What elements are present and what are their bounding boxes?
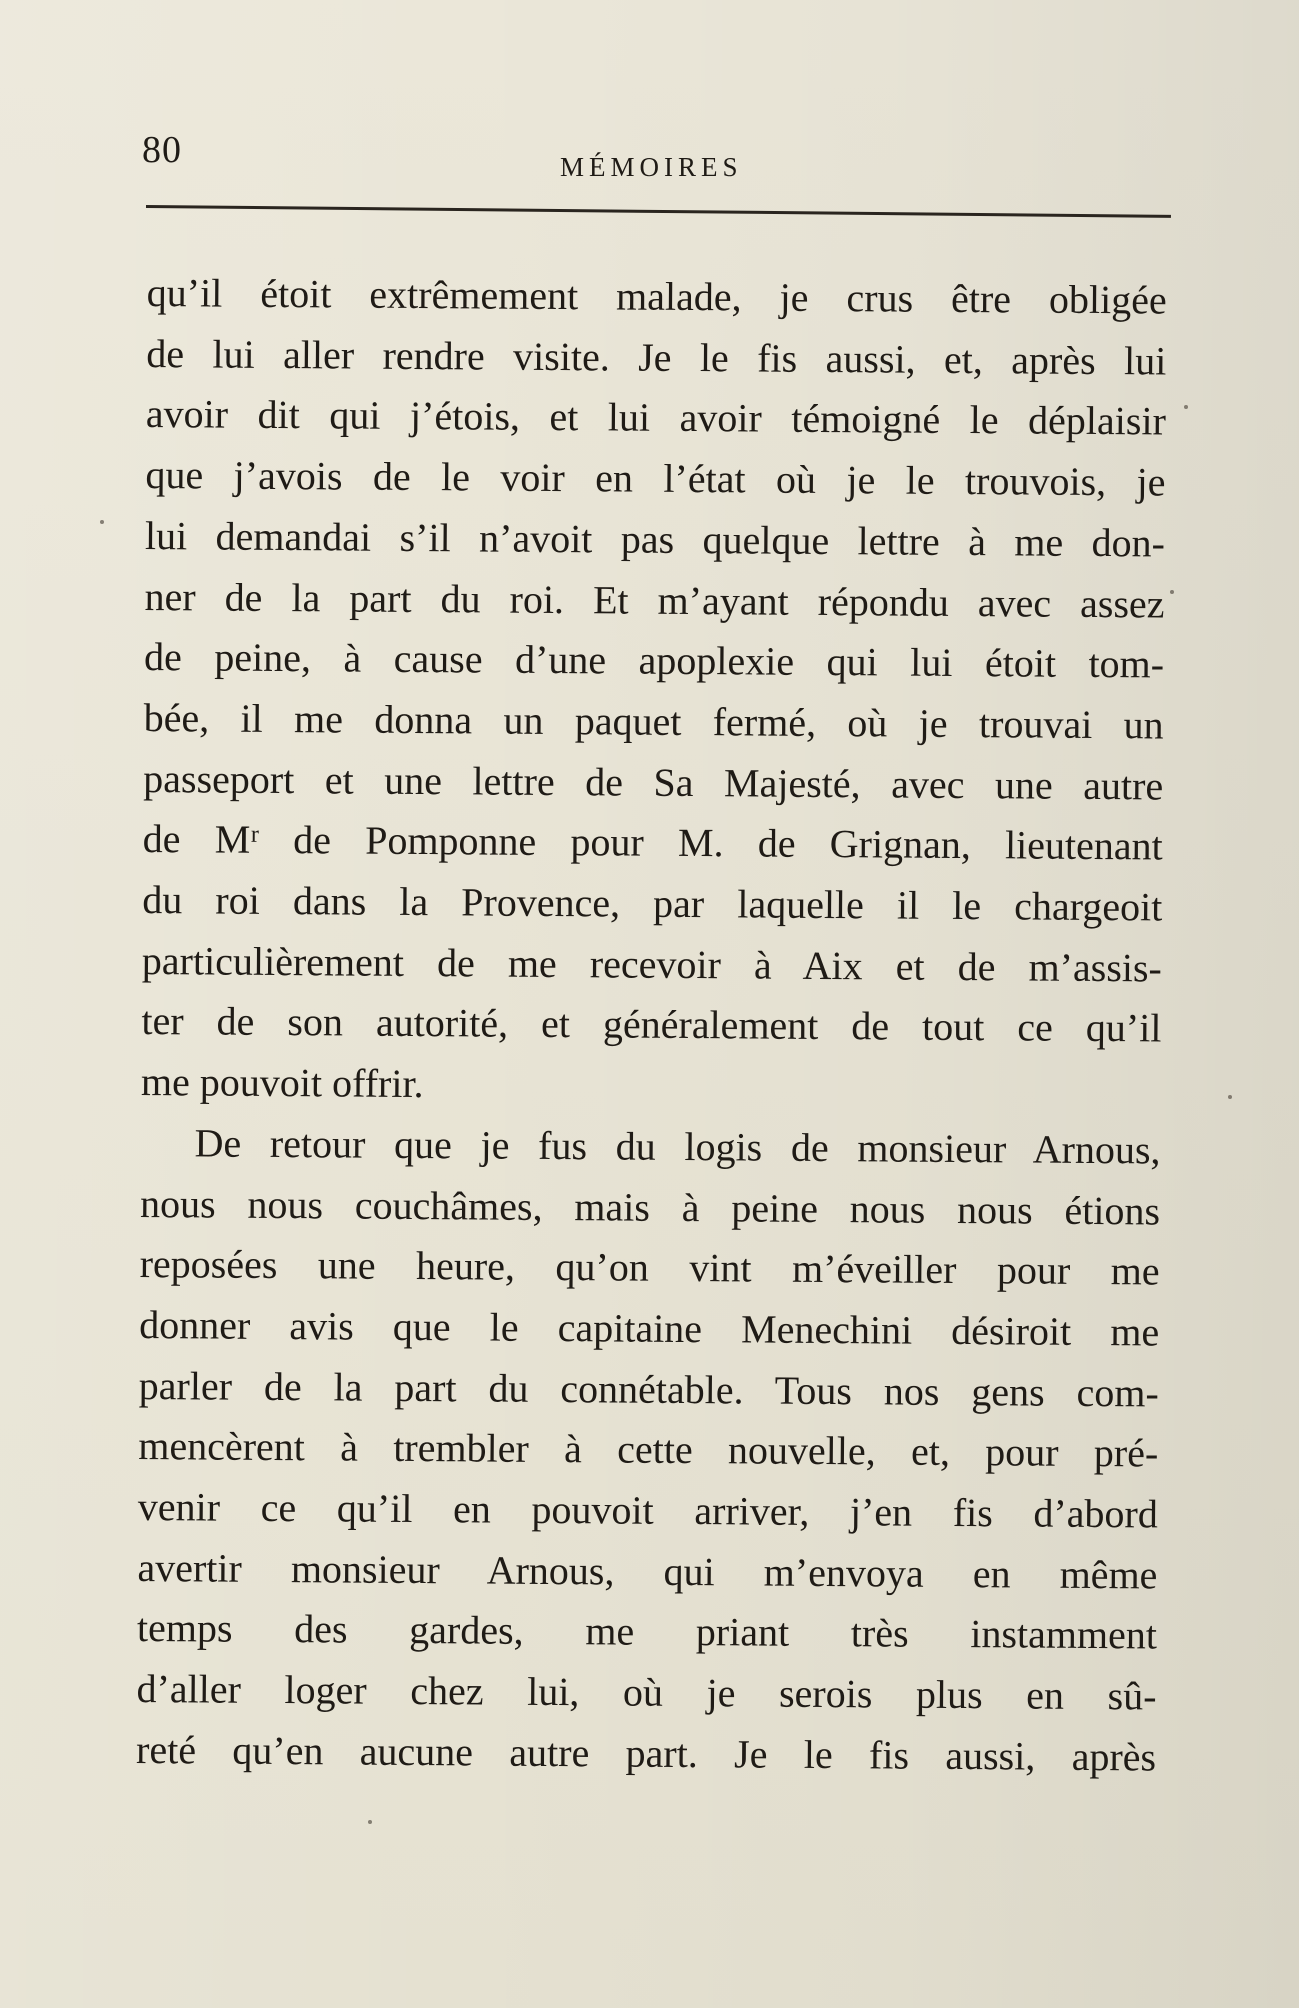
paper-speck <box>368 1820 372 1824</box>
paragraph-end-line: me pouvoit offrir. <box>140 1059 424 1107</box>
paragraph-start-line: De retour que je fus du logis de monsieur Arnous, <box>194 1120 1161 1173</box>
text-line: donner avis que le capitaine Menechini désiroit me <box>139 1301 1160 1355</box>
text-line: de lui aller rendre visite. Je le fis aussi, et, après lui <box>146 330 1167 384</box>
text-line: ter de son autorité, et généralement de tout ce qu’il <box>141 998 1162 1051</box>
text-line: avertir monsieur Arnous, qui m’envoya en même <box>137 1544 1158 1598</box>
text-line: d’aller loger chez lui, où je serois plus en sû- <box>136 1666 1157 1719</box>
text-line: du roi dans la Provence, par laquelle il le chargeoit <box>142 877 1163 930</box>
text-line: reposées une heure, qu’on vint m’éveiller pour me <box>139 1241 1160 1294</box>
header-rule <box>146 205 1171 218</box>
text-line: ner de la part du roi. Et m’ayant répondu avec assez <box>144 573 1165 626</box>
text-line: bée, il me donna un paquet fermé, où je trouvai un <box>143 694 1164 748</box>
paper-speck <box>100 520 104 524</box>
text-line: mencèrent à trembler à cette nouvelle, et, pour pré- <box>138 1423 1159 1476</box>
text-line: lui demandai s’il n’avoit pas quelque lettre à me don- <box>144 512 1166 566</box>
paper-speck <box>1170 590 1174 594</box>
paper-speck <box>1184 405 1188 409</box>
running-head: MÉMOIRES <box>560 152 743 182</box>
text-line: parler de la part du connétable. Tous nos gens com- <box>138 1362 1159 1416</box>
text-line: de Mʳ de Pomponne pour M. de Grignan, lieutenant <box>142 816 1163 869</box>
text-line: passeport et une lettre de Sa Majesté, avec une autre <box>143 755 1164 809</box>
page-number: 80 <box>142 129 182 171</box>
text-line: nous nous couchâmes, mais à peine nous nous étions <box>139 1180 1161 1233</box>
body-text <box>136 263 1167 1788</box>
text-line: particulièrement de me recevoir à Aix et de m’assis- <box>141 937 1163 991</box>
text-line: de peine, à cause d’une apoplexie qui lui étoit tom- <box>143 634 1165 687</box>
text-line: reté qu’en aucune autre part. Je le fis aussi, après <box>135 1726 1157 1780</box>
text-line: que j’avois de le voir en l’état où je le trouvois, je <box>145 452 1166 505</box>
text-line: qu’il étoit extrêmement malade, je crus être obligée <box>146 269 1167 323</box>
paper-speck <box>1228 1095 1232 1099</box>
text-line: temps des gardes, me priant très instamment <box>136 1605 1158 1658</box>
text-line: venir ce qu’il en pouvoit arriver, j’en fis d’abord <box>137 1484 1159 1537</box>
text-line: avoir dit qui j’étois, et lui avoir témoigné le déplaisir <box>145 391 1167 444</box>
